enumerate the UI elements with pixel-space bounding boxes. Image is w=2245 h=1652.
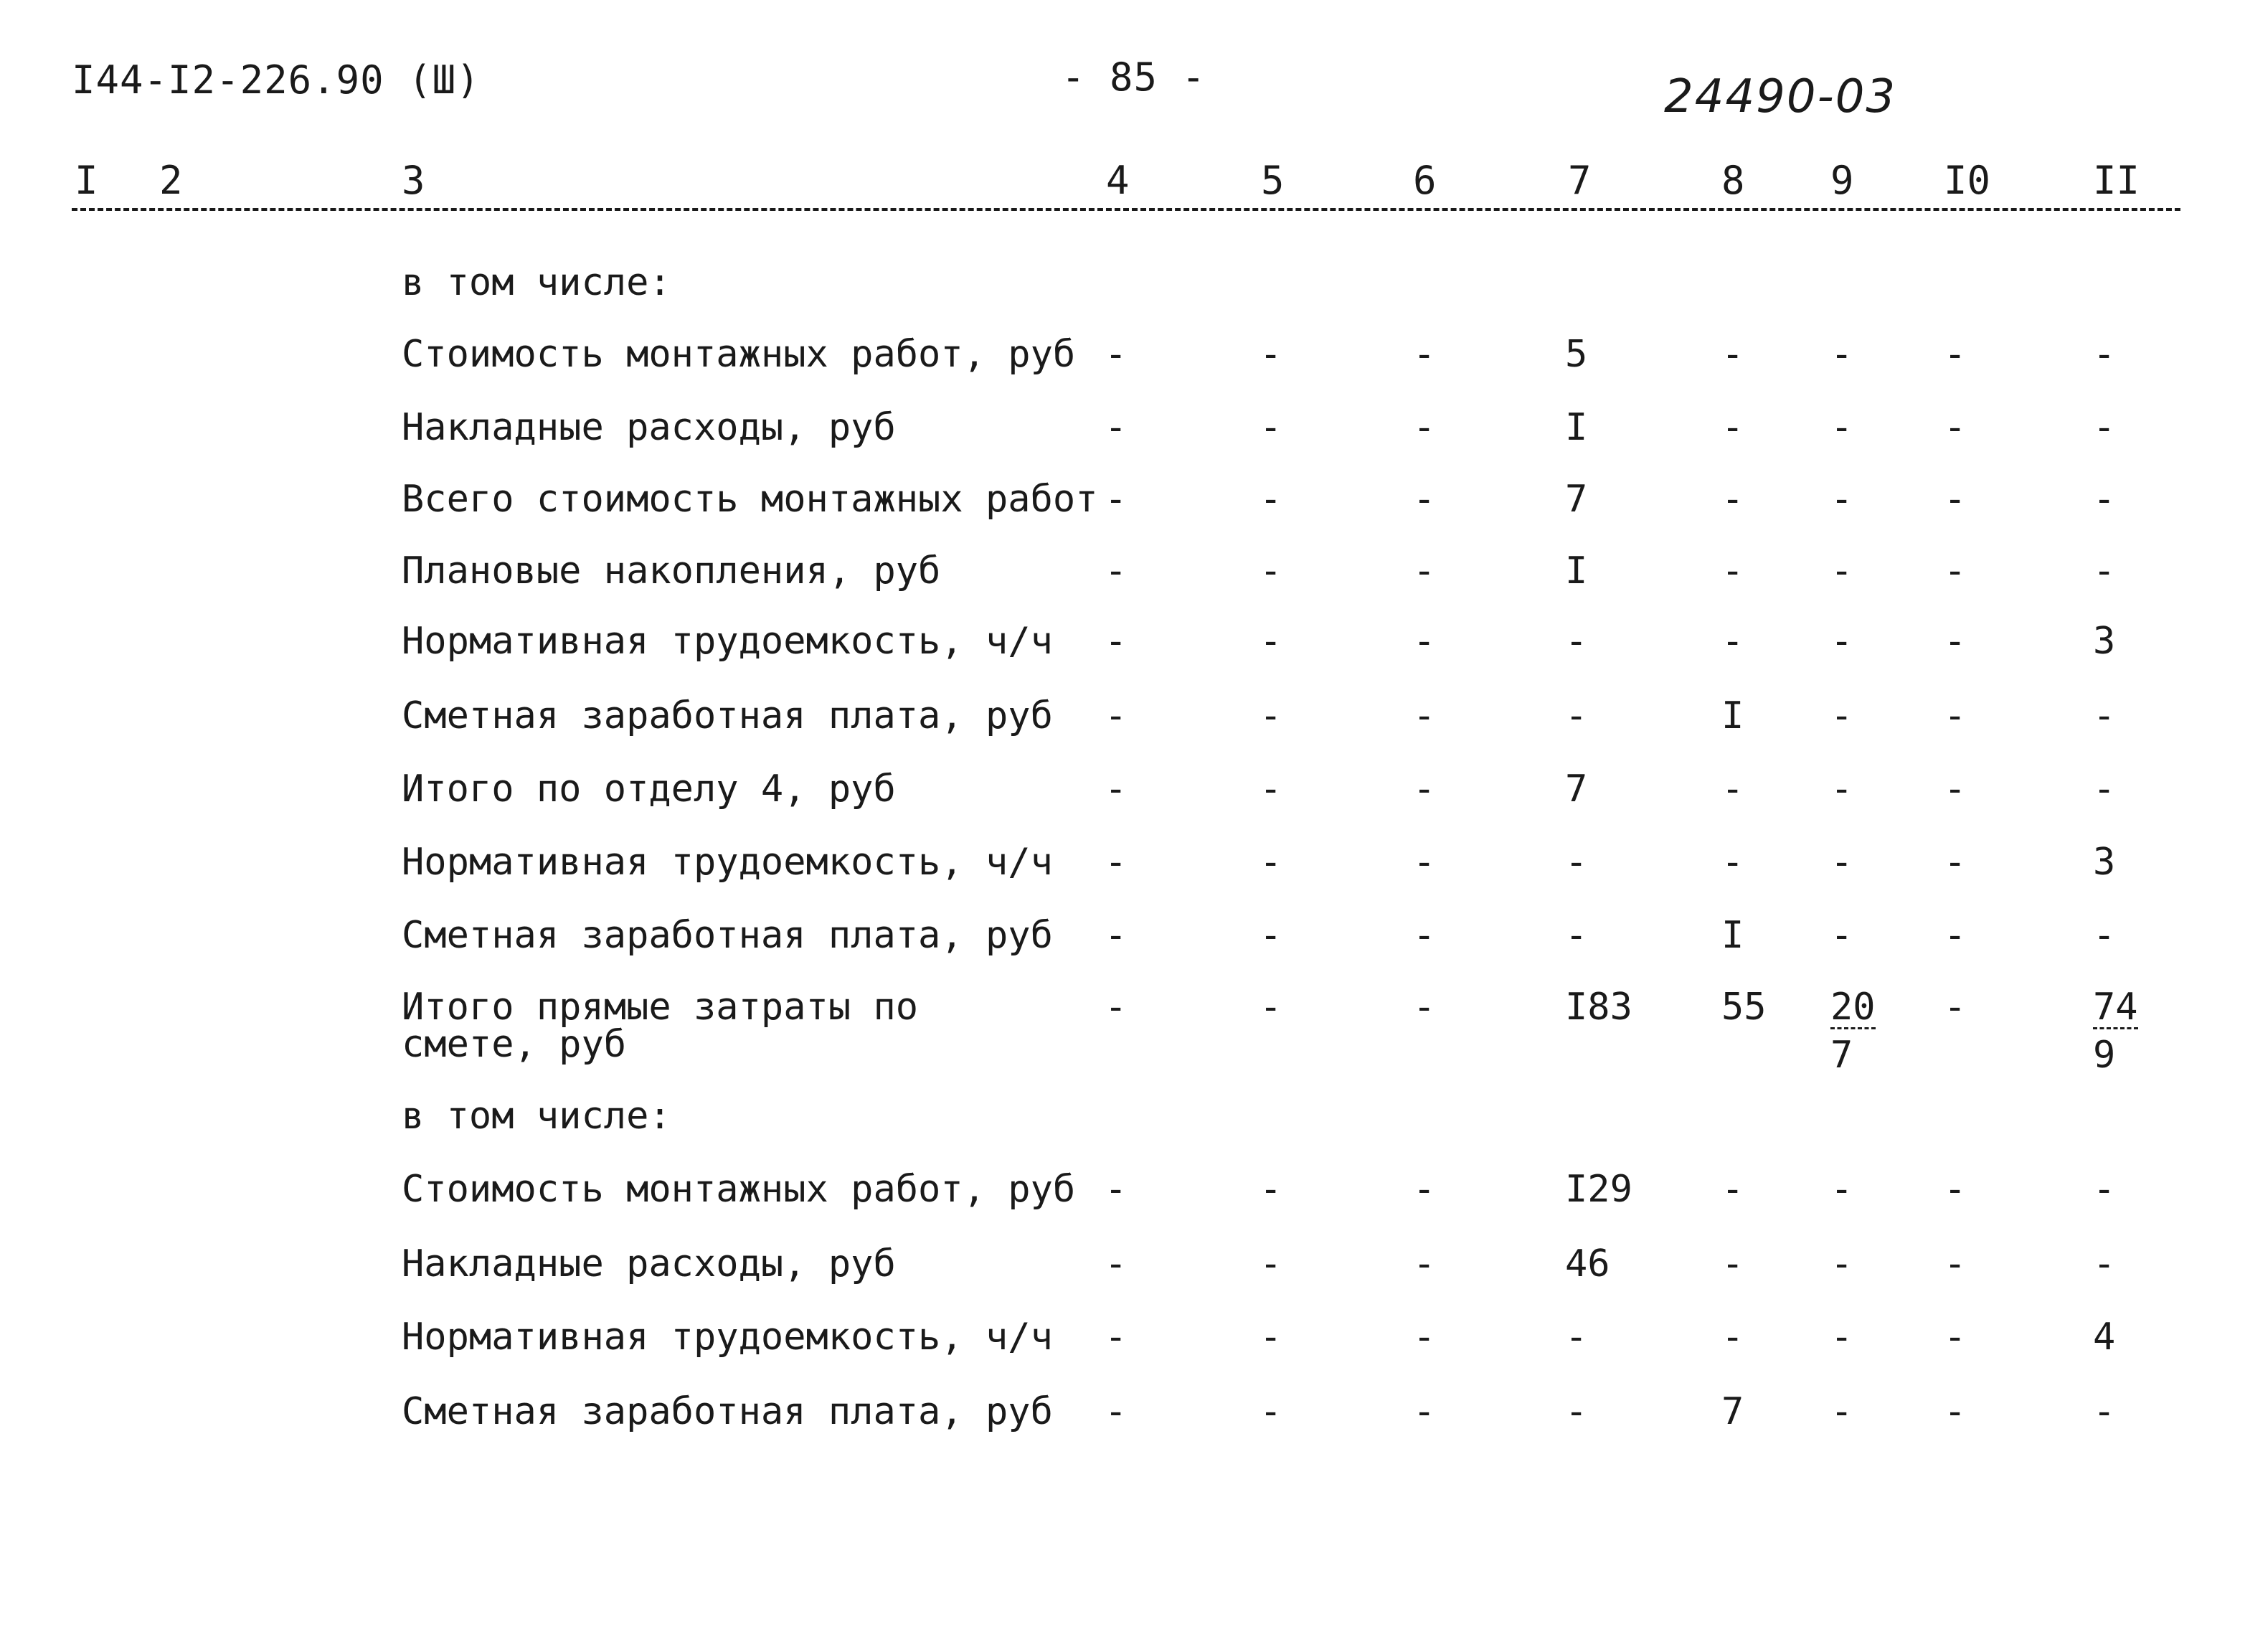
table-cell: - <box>1830 1390 1853 1433</box>
table-cell: - <box>1259 333 1282 376</box>
table-cell: - <box>1830 914 1853 957</box>
table-cell: - <box>1944 406 1967 449</box>
table-cell: - <box>1565 914 1588 957</box>
table-cell: - <box>1944 986 1967 1029</box>
table-row <box>0 986 2245 1077</box>
table-cell: - <box>2093 549 2116 593</box>
table-cell: - <box>1259 694 1282 737</box>
row-label: Всего стоимость монтажных работ <box>402 478 1098 521</box>
table-cell: - <box>1830 1242 1853 1285</box>
row-label: Сметная заработная плата, руб <box>402 694 1053 737</box>
table-cell: 7 <box>1565 478 1588 521</box>
table-cell: - <box>1413 841 1436 884</box>
table-cell: - <box>1105 478 1128 521</box>
table-cell: - <box>2093 694 2116 737</box>
row-label: Нормативная трудоемкость, ч/ч <box>402 841 1053 884</box>
table-cell: 5 <box>1565 333 1588 376</box>
cell-value-bottom: 9 <box>2093 1034 2116 1077</box>
column-header: 9 <box>1830 158 1854 203</box>
table-cell: - <box>1721 478 1744 521</box>
table-cell: 7 <box>1721 1390 1744 1433</box>
column-header: I <box>75 158 98 203</box>
column-header: I0 <box>1944 158 1991 203</box>
table-cell: - <box>1413 1390 1436 1433</box>
document-code: I44-I2-226.90 (Ш) <box>72 57 481 103</box>
row-label: в том числе: <box>402 1095 671 1138</box>
table-cell: - <box>2093 406 2116 449</box>
table-cell: - <box>1830 406 1853 449</box>
table-cell: - <box>1413 986 1436 1029</box>
row-label: Накладные расходы, руб <box>402 406 896 449</box>
row-label: Итого по отделу 4, руб <box>402 768 896 811</box>
table-cell: - <box>1105 841 1128 884</box>
table-row <box>0 261 2245 336</box>
table-cell: I <box>1565 406 1588 449</box>
table-cell: - <box>1413 768 1436 811</box>
table-cell: - <box>1105 1390 1128 1433</box>
table-cell: - <box>1721 406 1744 449</box>
table-cell: I <box>1721 914 1744 957</box>
table-row <box>0 620 2245 694</box>
table-row <box>0 694 2245 769</box>
column-header: 6 <box>1413 158 1437 203</box>
table-cell: - <box>1944 478 1967 521</box>
table-cell: I83 <box>1565 986 1632 1029</box>
row-label: в том числе: <box>402 261 671 304</box>
table-cell: - <box>1944 549 1967 593</box>
cell-value-bottom: 7 <box>1830 1034 1853 1077</box>
table-cell: - <box>1259 768 1282 811</box>
column-header-row <box>0 158 2245 215</box>
table-cell: - <box>1105 1242 1128 1285</box>
column-header: 7 <box>1568 158 1592 203</box>
table-cell: - <box>1413 694 1436 737</box>
table-row <box>0 333 2245 407</box>
table-cell: - <box>1721 1168 1744 1211</box>
table-cell: - <box>1413 620 1436 663</box>
table-row <box>0 1095 2245 1169</box>
table-cell: - <box>1944 620 1967 663</box>
table-cell: - <box>1259 549 1282 593</box>
table-row <box>0 549 2245 624</box>
column-header: 4 <box>1106 158 1130 203</box>
table-row <box>0 478 2245 552</box>
table-cell: - <box>1105 549 1128 593</box>
column-header: 5 <box>1261 158 1285 203</box>
header-divider <box>72 208 2180 211</box>
table-row <box>0 1168 2245 1242</box>
table-cell: I29 <box>1565 1168 1632 1211</box>
row-label: Стоимость монтажных работ, руб <box>402 333 1076 376</box>
table-cell: - <box>1259 1390 1282 1433</box>
table-cell: - <box>1413 549 1436 593</box>
table-cell: - <box>2093 478 2116 521</box>
table-cell: 3 <box>2093 620 2116 663</box>
table-cell: - <box>1105 1168 1128 1211</box>
row-label: Нормативная трудоемкость, ч/ч <box>402 1316 1053 1359</box>
table-cell: - <box>1944 694 1967 737</box>
cell-value-top: 20 <box>1830 986 1876 1029</box>
table-cell: - <box>1413 1168 1436 1211</box>
table-cell: - <box>2093 333 2116 376</box>
table-cell: - <box>1830 620 1853 663</box>
table-cell: - <box>1259 478 1282 521</box>
table-cell: - <box>1830 1168 1853 1211</box>
table-cell: - <box>1721 841 1744 884</box>
registration-number: 24490-03 <box>1664 70 1897 123</box>
table-cell: - <box>1259 406 1282 449</box>
table-cell: - <box>1830 478 1853 521</box>
table-cell: 7 <box>1565 768 1588 811</box>
table-cell: - <box>2093 1168 2116 1211</box>
table-cell: I <box>1721 694 1744 737</box>
row-label: Сметная заработная плата, руб <box>402 914 1053 957</box>
table-cell <box>1830 986 1876 1077</box>
table-cell: - <box>1565 620 1588 663</box>
table-cell: - <box>2093 914 2116 957</box>
table-cell: - <box>1105 620 1128 663</box>
table-cell: - <box>1259 1168 1282 1211</box>
table-cell: - <box>1105 986 1128 1029</box>
table-cell: - <box>1721 620 1744 663</box>
table-row <box>0 1390 2245 1465</box>
table-cell: - <box>1105 1316 1128 1359</box>
cell-value-top: 74 <box>2093 986 2138 1029</box>
table-row <box>0 914 2245 988</box>
page-number: - 85 - <box>1062 55 1206 100</box>
table-cell: - <box>1413 406 1436 449</box>
table-cell: - <box>1259 914 1282 957</box>
table-cell: - <box>1259 841 1282 884</box>
table-cell: - <box>1565 694 1588 737</box>
table-row <box>0 841 2245 915</box>
table-cell: - <box>1830 694 1853 737</box>
table-cell <box>2093 986 2138 1077</box>
column-header: 2 <box>159 158 183 203</box>
table-cell: 55 <box>1721 986 1767 1029</box>
table-cell: - <box>1413 478 1436 521</box>
table-cell: I <box>1565 549 1588 593</box>
table-cell: - <box>1944 1242 1967 1285</box>
table-cell: - <box>1830 333 1853 376</box>
table-cell: - <box>1105 406 1128 449</box>
table-cell: - <box>1565 1390 1588 1433</box>
table-cell: - <box>1721 768 1744 811</box>
table-cell: - <box>1105 333 1128 376</box>
table-cell: - <box>1830 1316 1853 1359</box>
table-cell: 3 <box>2093 841 2116 884</box>
column-header: 3 <box>402 158 425 203</box>
table-cell: - <box>1259 1242 1282 1285</box>
table-cell: - <box>1721 1242 1744 1285</box>
row-label: Накладные расходы, руб <box>402 1242 896 1285</box>
table-cell: - <box>2093 1242 2116 1285</box>
table-cell: - <box>1259 620 1282 663</box>
table-cell: - <box>1944 1168 1967 1211</box>
table-cell: 4 <box>2093 1316 2116 1359</box>
table-cell: - <box>1830 549 1853 593</box>
table-row <box>0 406 2245 481</box>
row-label: Плановые накопления, руб <box>402 549 941 593</box>
table-cell: - <box>1721 549 1744 593</box>
table-cell: - <box>1413 914 1436 957</box>
table-cell: - <box>1830 768 1853 811</box>
table-cell: - <box>1259 986 1282 1029</box>
row-label: Сметная заработная плата, руб <box>402 1390 1053 1433</box>
row-label: Стоимость монтажных работ, руб <box>402 1168 1076 1211</box>
table-cell: 46 <box>1565 1242 1610 1285</box>
column-header: II <box>2093 158 2140 203</box>
table-cell: - <box>1105 768 1128 811</box>
table-row <box>0 770 2245 842</box>
table-row <box>0 1242 2245 1317</box>
table-cell: - <box>1413 1242 1436 1285</box>
table-cell: - <box>1105 914 1128 957</box>
table-cell: - <box>1830 841 1853 884</box>
column-header: 8 <box>1721 158 1745 203</box>
table-row <box>0 1318 2245 1390</box>
table-cell: - <box>1565 1316 1588 1359</box>
table-cell: - <box>1259 1316 1282 1359</box>
table-cell: - <box>2093 768 2116 811</box>
table-cell: - <box>1944 1316 1967 1359</box>
table-cell: - <box>1413 1316 1436 1359</box>
row-label: Итого прямые затраты по смете, руб <box>402 986 919 1066</box>
table-cell: - <box>1721 333 1744 376</box>
table-cell: - <box>1944 914 1967 957</box>
table-cell: - <box>1944 333 1967 376</box>
table-cell: - <box>1944 1390 1967 1433</box>
table-cell: - <box>1944 841 1967 884</box>
row-label: Нормативная трудоемкость, ч/ч <box>402 620 1053 663</box>
table-cell: - <box>1944 768 1967 811</box>
table-cell: - <box>2093 1390 2116 1433</box>
table-cell: - <box>1413 333 1436 376</box>
table-cell: - <box>1105 694 1128 737</box>
table-cell: - <box>1721 1316 1744 1359</box>
table-cell: - <box>1565 841 1588 884</box>
